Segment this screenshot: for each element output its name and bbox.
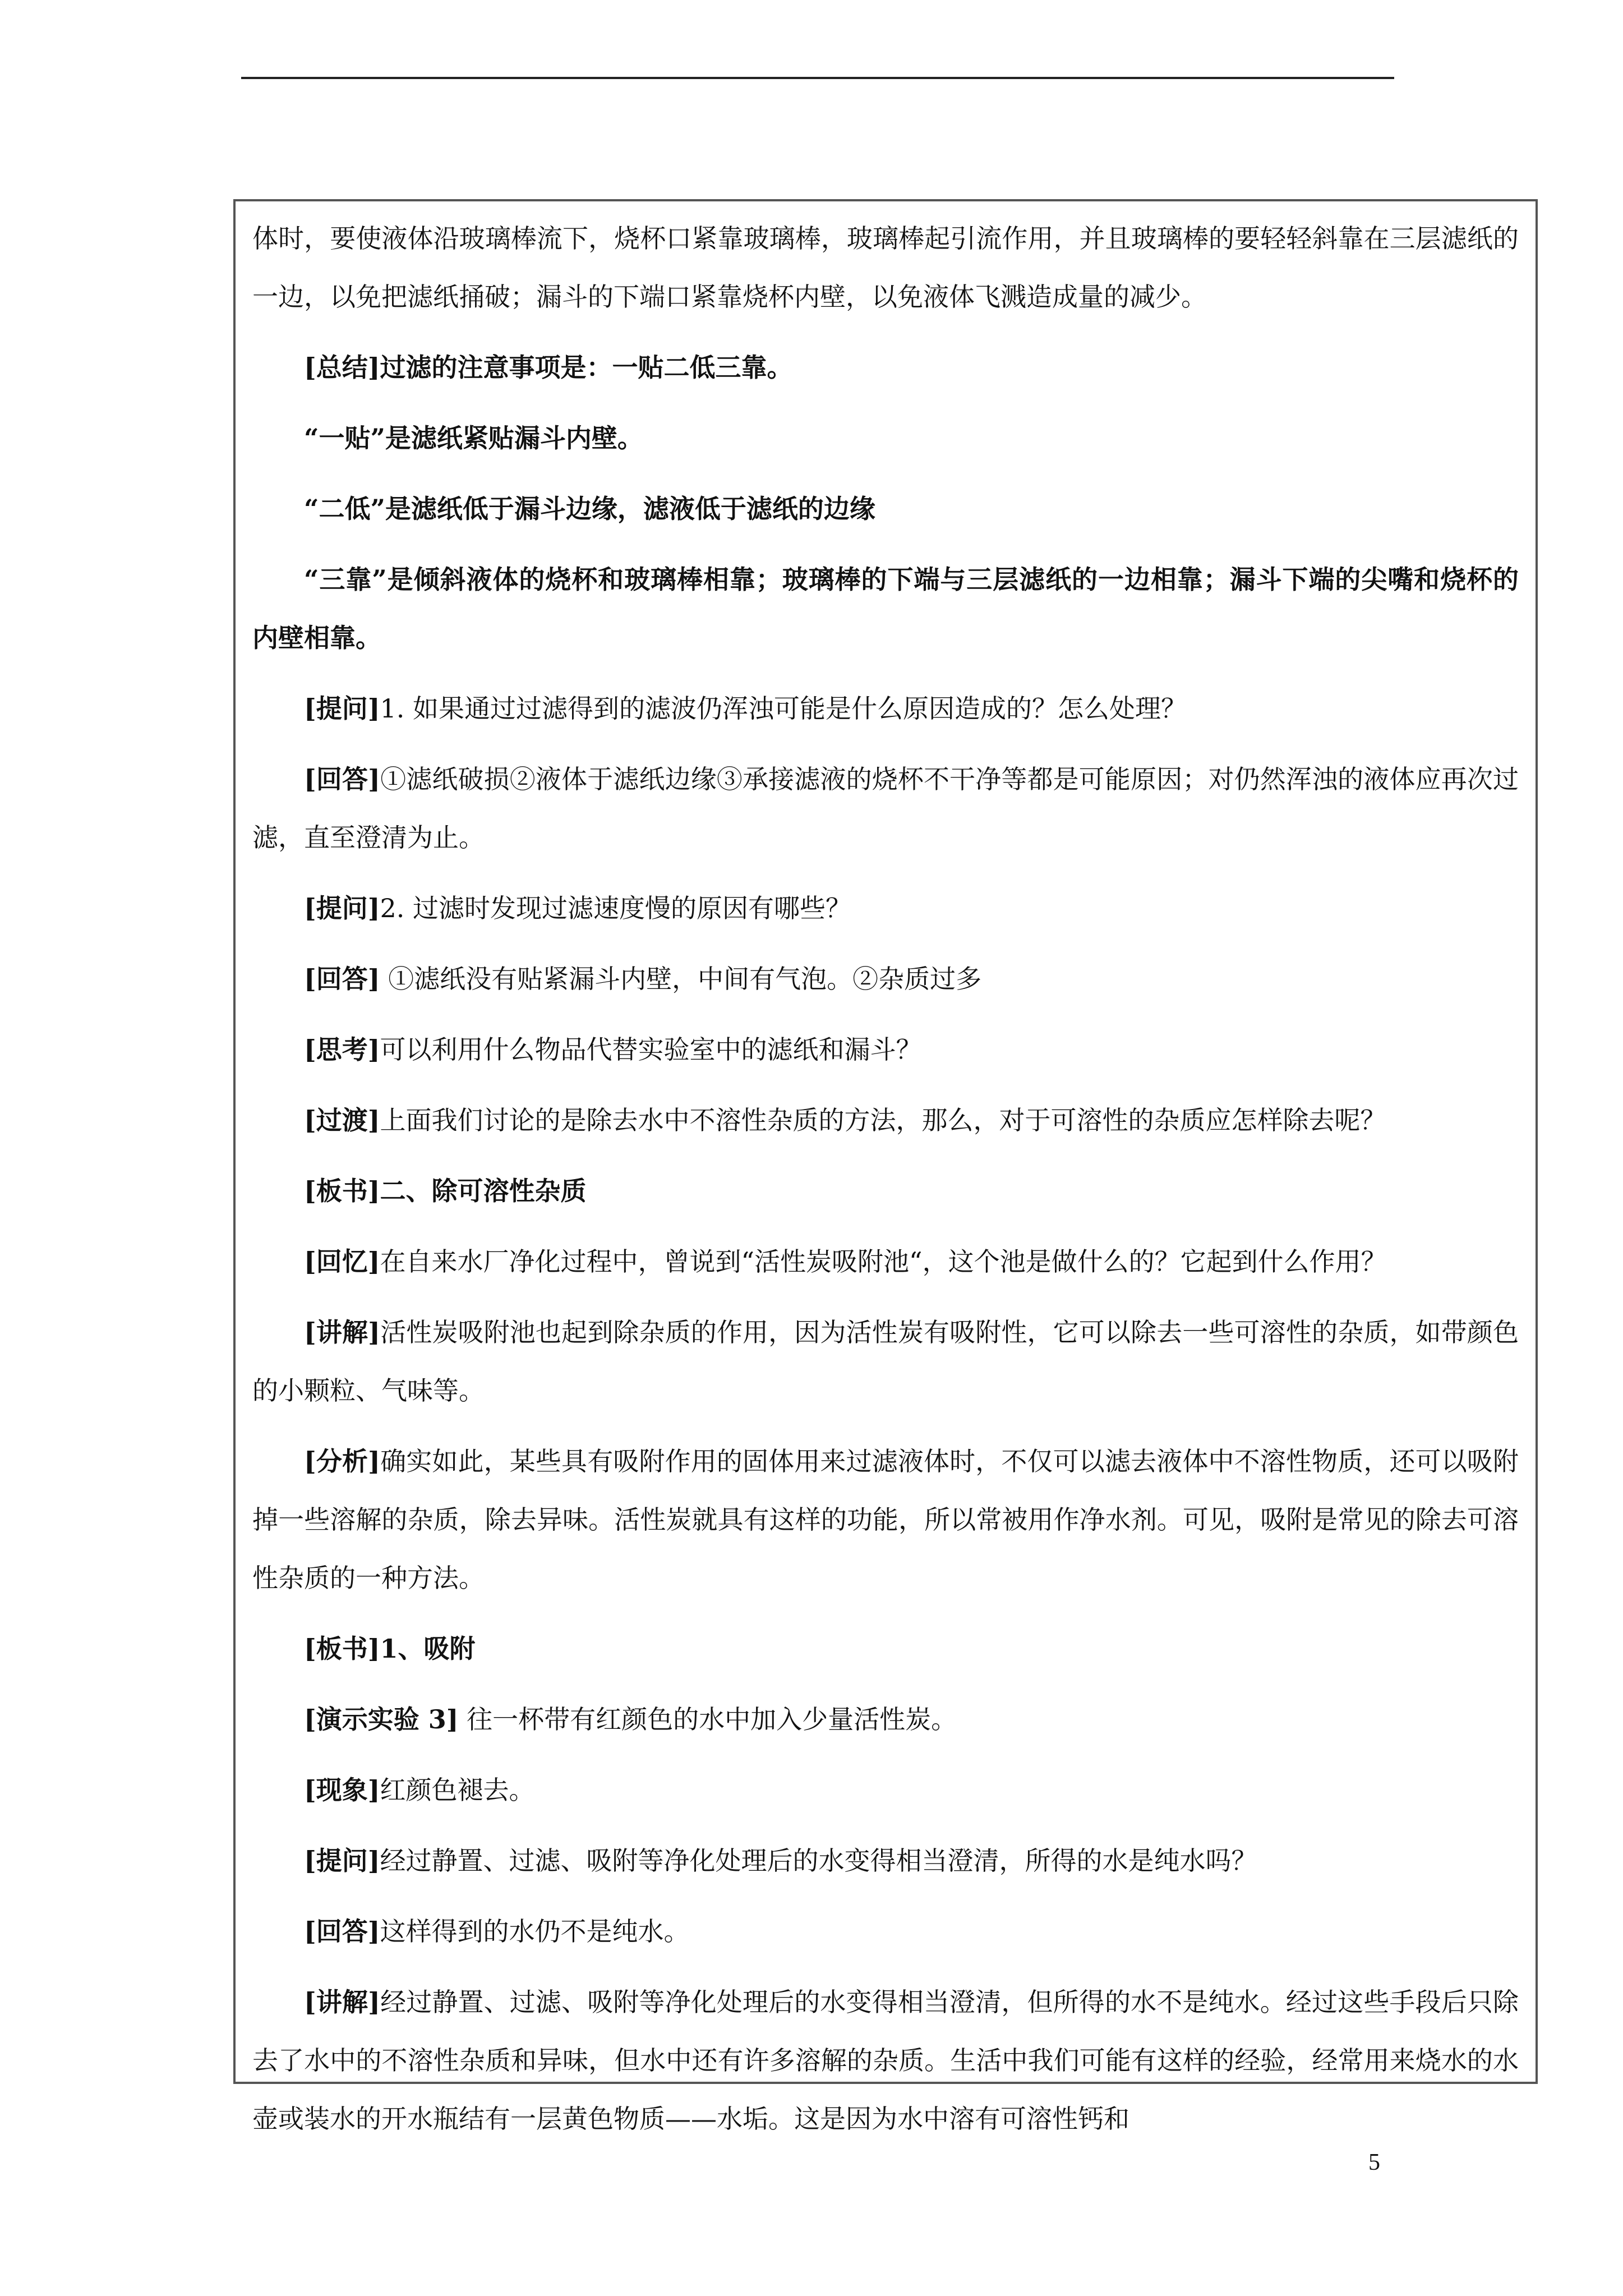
text-block	[252, 209, 1519, 2160]
paragraph	[252, 879, 1519, 937]
paragraph-tag: [现象]	[304, 1775, 380, 1805]
paragraph-text: 经过静置、过滤、吸附等净化处理后的水变得相当澄清，所得的水是纯水吗？	[380, 1846, 1257, 1876]
paragraph-text: ①滤纸破损②液体于滤纸边缘③承接滤液的烧杯不干净等都是可能原因；对仍然浑浊的液体应再次过滤，直至澄清为止。	[252, 764, 1519, 853]
paragraph-text: “三靠”是倾斜液体的烧杯和玻璃棒相靠；玻璃棒的下端与三层滤纸的一边相靠；漏斗下端的尖嘴和烧杯的内壁相靠。	[252, 564, 1519, 653]
paragraph-tag: [提问]	[304, 893, 380, 923]
paragraph	[252, 1020, 1519, 1079]
paragraph-tag: [讲解]	[304, 1987, 380, 2017]
paragraph	[252, 409, 1519, 467]
paragraph-text: 确实如此，某些具有吸附作用的固体用来过滤液体时，不仅可以滤去液体中不溶性物质，还可以吸附掉一些溶解的杂质，除去异味。活性炭就具有这样的功能，所以常被用作净水剂。可见，吸附是常见的除去可溶性杂质的一种方法。	[252, 1446, 1519, 1593]
paragraph-tag: [总结]	[304, 352, 380, 383]
paragraph-tag: [回答]	[304, 1916, 380, 1947]
paragraph-text: “一贴”是滤纸紧贴漏斗内壁。	[304, 423, 643, 453]
paragraph-tag: [分析]	[304, 1446, 380, 1476]
paragraph	[252, 1432, 1519, 1607]
paragraph-text: 2. 过滤时发现过滤速度慢的原因有哪些？	[380, 893, 852, 923]
page-number: 5	[1368, 2150, 1380, 2175]
paragraph-text: 往一杯带有红颜色的水中加入少量活性炭。	[458, 1704, 957, 1734]
paragraph	[252, 1303, 1519, 1420]
paragraph-tag: [回忆]	[304, 1246, 380, 1277]
paragraph	[252, 950, 1519, 1008]
paragraph-text: 过滤的注意事项是：一贴二低三靠。	[380, 352, 793, 383]
paragraph	[252, 550, 1519, 667]
paragraph	[252, 750, 1519, 867]
paragraph-tag: [提问]	[304, 1846, 380, 1876]
paragraph-text: 在自来水厂净化过程中，曾说到“活性炭吸附池“，这个池是做什么的？它起到什么作用？	[380, 1246, 1387, 1277]
paragraph-tag: [板书]	[304, 1176, 380, 1206]
content-box	[233, 199, 1538, 2134]
paragraph	[252, 679, 1519, 738]
paragraph-text: “二低”是滤纸低于漏斗边缘，滤液低于滤纸的边缘	[304, 494, 875, 524]
paragraph	[252, 1232, 1519, 1291]
paragraph	[252, 1091, 1519, 1149]
paragraph-tag: [思考]	[304, 1034, 380, 1065]
paragraph-text: 1. 如果通过过滤得到的滤波仍浑浊可能是什么原因造成的？怎么处理？	[380, 693, 1187, 724]
paragraph-tag: [演示实验 3]	[304, 1704, 459, 1734]
paragraph-tag: [板书]	[304, 1634, 380, 1664]
paragraph-tag: [过渡]	[304, 1105, 380, 1135]
paragraph-text: 1、吸附	[380, 1634, 476, 1664]
paragraph-tag: [提问]	[304, 693, 380, 724]
paragraph	[252, 1973, 1519, 2148]
paragraph	[252, 1162, 1519, 1220]
paragraph-tag: [回答]	[304, 764, 380, 794]
header-rule	[241, 77, 1394, 79]
paragraph-text: 体时，要使液体沿玻璃棒流下，烧杯口紧靠玻璃棒，玻璃棒起引流作用，并且玻璃棒的要轻轻斜靠在三层滤纸的一边，以免把滤纸捅破；漏斗的下端口紧靠烧杯内壁，以免液体飞溅造成量的减少。	[252, 223, 1519, 312]
paragraph-text: 这样得到的水仍不是纯水。	[380, 1916, 690, 1947]
paragraph	[252, 480, 1519, 538]
paragraph	[252, 209, 1519, 326]
paragraph-text: 二、除可溶性杂质	[380, 1176, 587, 1206]
paragraph-text: 经过静置、过滤、吸附等净化处理后的水变得相当澄清，但所得的水不是纯水。经过这些手段后只除去了水中的不溶性杂质和异味，但水中还有许多溶解的杂质。生活中我们可能有这样的经验，经常用来烧水的水壶或装水的开水瓶结有一层黄色物质——水垢。这是因为水中溶有可溶性钙和	[252, 1987, 1519, 2134]
paragraph	[252, 338, 1519, 397]
paragraph	[252, 1902, 1519, 1961]
paragraph-text: 上面我们讨论的是除去水中不溶性杂质的方法，那么，对于可溶性的杂质应怎样除去呢？	[380, 1105, 1386, 1135]
paragraph-tag: [讲解]	[304, 1317, 380, 1347]
paragraph-text: 可以利用什么物品代替实验室中的滤纸和漏斗？	[380, 1034, 922, 1065]
paragraph-text: 红颜色褪去。	[380, 1775, 535, 1805]
paragraph-text: 活性炭吸附池也起到除杂质的作用，因为活性炭有吸附性，它可以除去一些可溶性的杂质，如带颜色的小颗粒、气味等。	[252, 1317, 1519, 1406]
paragraph	[252, 1832, 1519, 1890]
paragraph-text: ①滤纸没有贴紧漏斗内壁，中间有气泡。②杂质过多	[380, 964, 982, 994]
paragraph	[252, 1761, 1519, 1819]
paragraph	[252, 1619, 1519, 1678]
paragraph	[252, 1690, 1519, 1749]
paragraph-tag: [回答]	[304, 964, 380, 994]
